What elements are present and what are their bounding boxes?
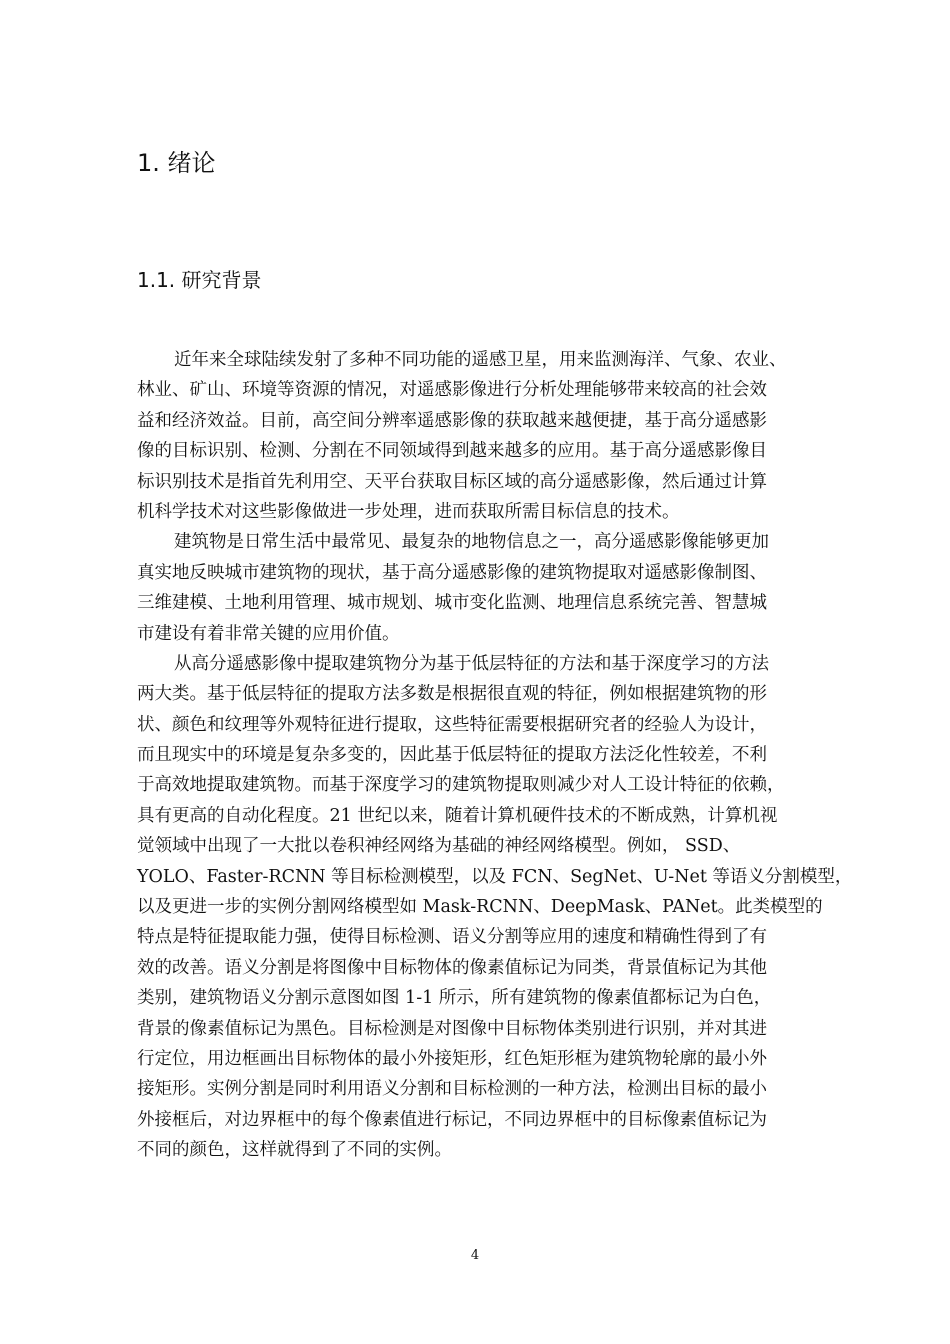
paragraph-1-line-1: 近年来全球陆续发射了多种不同功能的遥感卫星，用来监测海洋、气象、农业、 [174,350,787,370]
paragraph-3-line-10: 特点是特征提取能力强，使得目标检测、语义分割等应用的速度和精确性得到了有 [137,927,767,948]
paragraph-1-line-4: 像的目标识别、检测、分割在不同领域得到越来越多的应用。基于高分遥感影像目 [137,441,767,462]
paragraph-1-line-3: 益和经济效益。目前，高空间分辨率遥感影像的获取越来越便捷，基于高分遥感影 [137,410,767,431]
paragraph-3-line-2: 两大类。基于低层特征的提取方法多数是根据很直观的特征，例如根据建筑物的形 [137,684,767,705]
paragraph-2-line-3: 三维建模、土地利用管理、城市规划、城市变化监测、地理信息系统完善、智慧城 [137,593,767,614]
paragraph-1-line-5: 标识别技术是指首先利用空、天平台获取目标区域的高分遥感影像，然后通过计算 [137,471,767,492]
section-heading: 1.1. 研究背景 [137,268,262,292]
paragraph-3-line-17: 不同的颜色，这样就得到了不同的实例。 [137,1140,452,1161]
paragraph-3-line-13: 背景的像素值标记为黑色。目标检测是对图像中目标物体类别进行识别，并对其进 [137,1018,767,1039]
paragraph-1-line-2: 林业、矿山、环境等资源的情况，对遥感影像进行分析处理能够带来较高的社会效 [137,380,767,401]
paragraph-3-line-4: 而且现实中的环境是复杂多变的，因此基于低层特征的提取方法泛化性较差，不利 [137,745,767,766]
paragraph-3-line-3: 状、颜色和纹理等外观特征进行提取，这些特征需要根据研究者的经验人为设计， [137,714,767,735]
body-text [137,345,852,1166]
paragraph-2-line-4: 市建设有着非常关键的应用价值。 [137,623,400,644]
chapter-heading: 1. 绪论 [137,149,216,177]
paragraph-3-line-16: 外接框后，对边界框中的每个像素值进行标记，不同边界框中的目标像素值标记为 [137,1109,767,1130]
paragraph-3-line-15: 接矩形。实例分割是同时利用语义分割和目标检测的一种方法，检测出目标的最小 [137,1079,767,1100]
paragraph-1-line-6: 机科学技术对这些影像做进一步处理，进而获取所需目标信息的技术。 [137,501,680,522]
paragraph-3-line-1: 从高分遥感影像中提取建筑物分为基于低层特征的方法和基于深度学习的方法 [174,653,769,674]
page-number: 4 [470,1248,480,1263]
paragraph-3-line-5: 于高效地提取建筑物。而基于深度学习的建筑物提取则减少对人工设计特征的依赖， [137,775,785,796]
paragraph-2-line-2: 真实地反映城市建筑物的现状，基于高分遥感影像的建筑物提取对遥感影像制图、 [137,562,767,583]
paragraph-3-line-6: 具有更高的自动化程度。21 世纪以来，随着计算机硬件技术的不断成熟，计算机视 [137,805,778,826]
paragraph-3-line-8: YOLO、Faster-RCNN 等目标检测模型，以及 FCN、SegNet、U-Net 等语义分割模型， [137,866,853,887]
paragraph-2-line-1: 建筑物是日常生活中最常见、最复杂的地物信息之一，高分遥感影像能够更加 [174,532,769,553]
paragraph-3-line-9: 以及更进一步的实例分割网络模型如 Mask-RCNN、DeepMask、PANet。此类模型的 [137,897,823,918]
paragraph-3-line-11: 效的改善。语义分割是将图像中目标物体的像素值标记为同类，背景值标记为其他 [137,957,767,978]
paragraph-3-line-14: 行定位，用边框画出目标物体的最小外接矩形，红色矩形框为建筑物轮廓的最小外 [137,1048,767,1069]
paragraph-3-line-12: 类别，建筑物语义分割示意图如图 1-1 所示，所有建筑物的像素值都标记为白色， [137,988,772,1009]
paragraph-3-line-7: 觉领域中出现了一大批以卷积神经网络为基础的神经网络模型。例如， SSD、 [137,836,741,857]
